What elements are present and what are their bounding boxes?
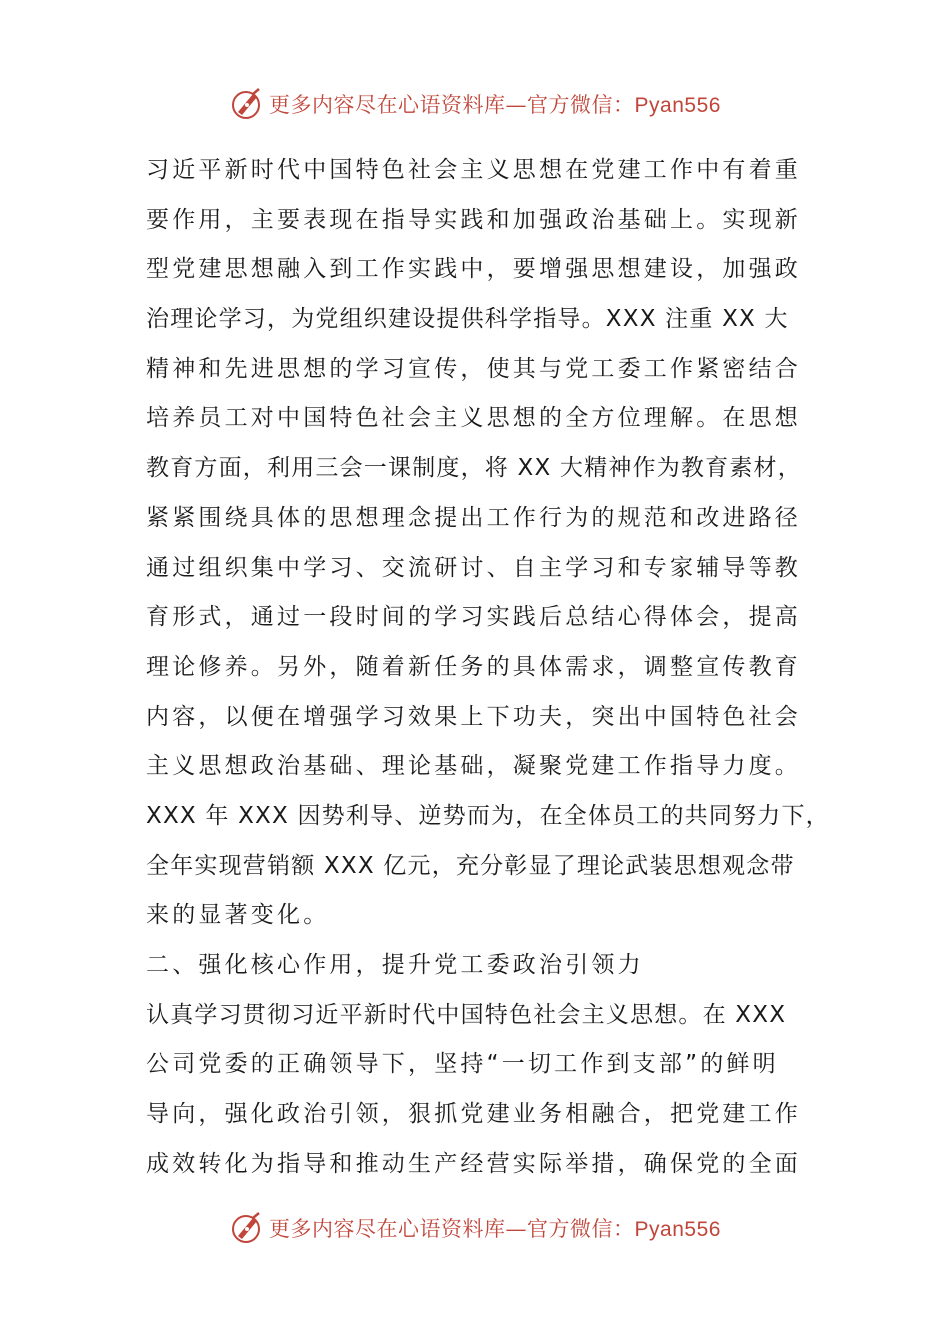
section-line: 导向，强化政治引领，狠抓党建业务相融合，把党建工作: [146, 1101, 801, 1128]
paragraph-line: 紧紧围绕具体的思想理念提出工作行为的规范和改进路径: [146, 504, 801, 531]
paragraph-line: 型党建思想融入到工作实践中，要增强思想建设，加强政: [146, 256, 801, 283]
paragraph-line: XXX 年 XXX 因势利导、逆势而为，在全体员工的共同努力下，: [146, 802, 830, 829]
document-body: [146, 146, 830, 1189]
paragraph-line: 全年实现营销额 XXX 亿元，充分彰显了理论武装思想观念带: [146, 852, 795, 879]
paragraph-line: 要作用，主要表现在指导实践和加强政治基础上。实现新: [146, 206, 801, 233]
paragraph-line: 内容，以便在增强学习效果上下功夫，突出中国特色社会: [146, 703, 801, 730]
paragraph-line: 来的显著变化。: [146, 902, 330, 929]
footer-banner: [0, 1208, 950, 1248]
paragraph-line: 精神和先进思想的学习宣传，使其与党工委工作紧密结合: [146, 355, 801, 382]
pen-nib-circle-logo-icon: [229, 86, 265, 122]
header-banner-text: 更多内容尽在心语资料库—官方微信：Pyan556: [269, 93, 721, 117]
section-heading: 二、强化核心作用，提升党工委政治引领力: [146, 952, 644, 978]
pen-nib-circle-logo-icon: [229, 1210, 265, 1246]
paragraph-line: 习近平新时代中国特色社会主义思想在党建工作中有着重: [146, 157, 801, 183]
header-banner: [0, 84, 950, 124]
paragraph-line: 主义思想政治基础、理论基础，凝聚党建工作指导力度。: [146, 753, 801, 780]
section-line: 公司党委的正确领导下，坚持“一切工作到支部”的鲜明: [146, 1051, 779, 1078]
paragraph-line: 理论修养。另外，随着新任务的具体需求，调整宣传教育: [146, 653, 801, 680]
paragraph-line: 育形式，通过一段时间的学习实践后总结心得体会，提高: [146, 604, 801, 631]
section-line: 认真学习贯彻习近平新时代中国特色社会主义思想。在 XXX: [146, 1001, 787, 1028]
paragraph-line: 培养员工对中国特色社会主义思想的全方位理解。在思想: [146, 405, 801, 432]
footer-wechat-id: Pyan556: [634, 1218, 721, 1241]
header-wechat-id: Pyan556: [634, 94, 721, 117]
paragraph-line: 治理论学习，为党组织建设提供科学指导。XXX 注重 XX 大: [146, 306, 789, 333]
section-line: 成效转化为指导和推动生产经营实际举措，确保党的全面: [146, 1150, 801, 1177]
paragraph-line: 通过组织集中学习、交流研讨、自主学习和专家辅导等教: [146, 554, 801, 581]
footer-banner-text: 更多内容尽在心语资料库—官方微信：Pyan556: [269, 1217, 721, 1241]
paragraph-line: 教育方面，利用三会一课制度，将 XX 大精神作为教育素材，: [146, 455, 802, 482]
